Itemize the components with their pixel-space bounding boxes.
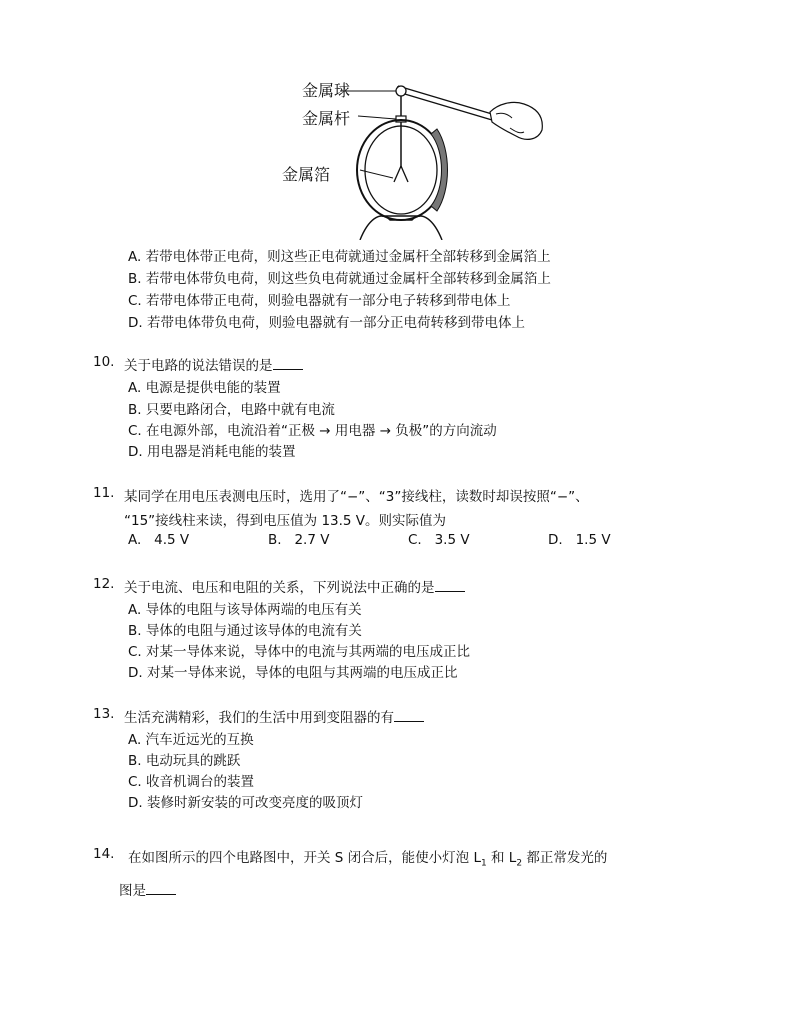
- q11-stem-line1: 某同学在用电压表测电压时，选用了“−”、“3”接线柱，读数时却误按照“−”、: [124, 489, 589, 505]
- label-metal-foil: 金属箔: [282, 165, 331, 184]
- q11-choice-b-key: B.: [268, 532, 282, 548]
- q14-sub-1: 1: [480, 858, 487, 869]
- answer-blank: [435, 579, 465, 592]
- q9-option-a: A. 若带电体带正电荷，则这些正电荷就通过金属杆全部转移到金属箔上: [128, 249, 551, 265]
- q10-stem-text: 关于电路的说法错误的是: [124, 358, 273, 374]
- q9-option-b: B. 若带电体带负电荷，则这些负电荷就通过金属杆全部转移到金属箔上: [128, 271, 551, 287]
- q12-stem: [124, 576, 465, 596]
- q11-choice-b: [268, 532, 329, 548]
- q10-option-c: C. 在电源外部，电流沿着“正极 → 用电器 → 负极”的方向流动: [128, 423, 497, 439]
- q11-choice-a-value: 4.5 V: [154, 532, 190, 548]
- q12-option-b: B. 导体的电阻与通过该导体的电流有关: [128, 623, 362, 639]
- q11-choice-c-key: C.: [408, 532, 422, 548]
- q14-stem-part-b: 和 L: [486, 850, 517, 866]
- q14-stem-part-c: 都正常发光的: [522, 850, 608, 866]
- answer-blank: [394, 709, 424, 722]
- q14-sub-2: 2: [516, 858, 523, 869]
- q14-stem-part-a: 在如图所示的四个电路图中，开关 S 闭合后，能使小灯泡 L: [128, 850, 481, 866]
- label-metal-rod: 金属杆: [302, 109, 351, 128]
- q14-stem-line2: [119, 879, 176, 899]
- q11-choice-d: [548, 532, 611, 548]
- q14-stem-line1: [128, 846, 607, 869]
- q10-stem: [124, 354, 303, 374]
- q9-option-d: D. 若带电体带负电荷，则验电器就有一部分正电荷转移到带电体上: [128, 315, 525, 331]
- q11-choice-d-key: D.: [548, 532, 563, 548]
- q13-option-b: B. 电动玩具的跳跃: [128, 753, 241, 769]
- answer-blank: [146, 882, 176, 895]
- q12-option-a: A. 导体的电阻与该导体两端的电压有关: [128, 602, 362, 618]
- label-metal-ball: 金属球: [302, 81, 351, 100]
- q13-option-c: C. 收音机调台的装置: [128, 774, 255, 790]
- q11-choice-a-key: A.: [128, 532, 142, 548]
- q11-stem-line2: “15”接线柱来读，得到电压值为 13.5 V。则实际值为: [124, 513, 447, 529]
- q11-number: 11.: [93, 485, 115, 501]
- q13-number: 13.: [93, 706, 115, 722]
- electroscope-figure: [280, 70, 550, 240]
- q11-choice-a: [128, 532, 189, 548]
- q13-stem-text: 生活充满精彩，我们的生活中用到变阻器的有: [124, 710, 394, 726]
- q11-choice-c-value: 3.5 V: [434, 532, 470, 548]
- q14-number: 14.: [93, 846, 115, 862]
- q12-number: 12.: [93, 576, 115, 592]
- q9-option-c: C. 若带电体带正电荷，则验电器就有一部分电子转移到带电体上: [128, 293, 511, 309]
- q11-choice-b-value: 2.7 V: [294, 532, 330, 548]
- q13-option-d: D. 装修时新安装的可改变亮度的吸顶灯: [128, 795, 363, 811]
- q13-stem: [124, 706, 424, 726]
- q12-option-d: D. 对某一导体来说，导体的电阻与其两端的电压成正比: [128, 665, 458, 681]
- q10-option-b: B. 只要电路闭合，电路中就有电流: [128, 402, 335, 418]
- q12-option-c: C. 对某一导体来说，导体中的电流与其两端的电压成正比: [128, 644, 471, 660]
- q10-option-a: A. 电源是提供电能的装置: [128, 380, 281, 396]
- q11-choice-d-value: 1.5 V: [575, 532, 611, 548]
- q13-option-a: A. 汽车近远光的互换: [128, 732, 254, 748]
- q10-option-d: D. 用电器是消耗电能的装置: [128, 444, 296, 460]
- answer-blank: [273, 357, 303, 370]
- q14-stem-line2-text: 图是: [119, 883, 146, 899]
- q10-number: 10.: [93, 354, 115, 370]
- q12-stem-text: 关于电流、电压和电阻的关系，下列说法中正确的是: [124, 580, 435, 596]
- q11-choice-c: [408, 532, 470, 548]
